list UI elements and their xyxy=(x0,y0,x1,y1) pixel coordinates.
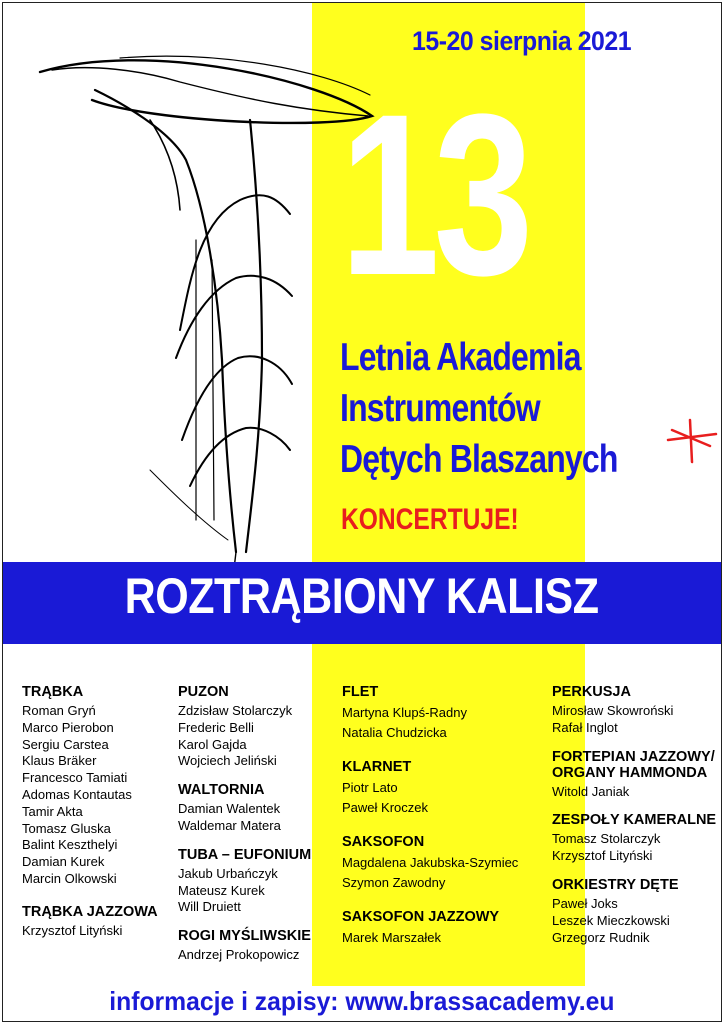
banner-title-text: ROZTRĄBIONY KALISZ xyxy=(124,568,600,624)
teacher-name: Leszek Mieczkowski xyxy=(552,912,670,928)
instrument-title: TRĄBKA xyxy=(22,684,84,700)
faculty-column-3 xyxy=(342,684,518,960)
teacher-name: Tomasz Stolarczyk xyxy=(552,831,661,847)
instrument-group xyxy=(178,928,311,964)
instrument-title: SAKSOFON JAZZOWY xyxy=(342,909,500,925)
teacher-name: Martyna Klupś-Radny xyxy=(342,705,467,720)
academy-line: Instrumentów xyxy=(340,387,540,430)
teacher-name: Zdzisław Stolarczyk xyxy=(178,703,293,718)
teacher-name: Tomasz Gluska xyxy=(22,820,111,836)
teacher-name: Mirosław Skowroński xyxy=(552,703,674,718)
instrument-title: ROGI MYŚLIWSKIE xyxy=(178,928,311,945)
instrument-group xyxy=(22,684,158,888)
instrument-title: WALTORNIA xyxy=(178,782,265,799)
teacher-name: Damian Kurek xyxy=(22,854,105,870)
instrument-title: KLARNET xyxy=(342,759,412,775)
teacher-name: Waldemar Matera xyxy=(178,817,281,833)
teacher-name: Marco Pierobon xyxy=(22,719,114,735)
instrument-title: TRĄBKA JAZZOWA xyxy=(22,903,158,920)
footer-link-text[interactable]: informacje i zapisy: www.brassacademy.eu xyxy=(109,986,615,1016)
teacher-name: Magdalena Jakubska-Szymiec xyxy=(342,855,519,870)
instrument-group xyxy=(552,749,716,801)
teacher-name: Damian Walentek xyxy=(178,801,281,817)
teacher-name: Adomas Kontautas xyxy=(22,786,132,802)
teacher-name: Piotr Lato xyxy=(342,780,398,795)
instrument-title: TUBA – EUFONIUM xyxy=(178,846,312,863)
instrument-group xyxy=(342,684,518,743)
instrument-title: FORTEPIAN JAZZOWY/ xyxy=(552,748,715,765)
teacher-name: Mateusz Kurek xyxy=(178,882,265,898)
event-date: 15-20 sierpnia 2021 xyxy=(412,26,632,56)
teacher-name: Will Druiett xyxy=(178,899,241,915)
instrument-title: SAKSOFON xyxy=(342,834,425,850)
instrument-group xyxy=(552,812,716,865)
teacher-name: Krzysztof Lityński xyxy=(22,922,123,938)
teacher-name: Jakub Urbańczyk xyxy=(178,865,278,881)
instrument-title-line-2: ORGANY HAMMONDA xyxy=(552,764,708,781)
teacher-name: Tamir Akta xyxy=(22,803,83,819)
instrument-group xyxy=(178,782,311,835)
teacher-name: Paweł Kroczek xyxy=(342,800,428,815)
instrument-title: ZESPOŁY KAMERALNE xyxy=(552,812,717,829)
teacher-name: Frederic Belli xyxy=(178,719,254,735)
instrument-group xyxy=(552,684,716,737)
instrument-title: FLET xyxy=(342,684,379,700)
teacher-name: Francesco Tamiati xyxy=(22,770,128,786)
teacher-name: Krzysztof Lityński xyxy=(552,848,653,864)
concert-label: KONCERTUJE! xyxy=(341,503,519,536)
instrument-group xyxy=(178,847,311,916)
teacher-name: Balint Keszthelyi xyxy=(22,837,118,853)
teacher-name: Sergiu Carstea xyxy=(22,736,109,752)
teacher-name: Klaus Bräker xyxy=(22,753,97,769)
instrument-group xyxy=(342,834,518,893)
teacher-name: Roman Gryń xyxy=(22,703,96,718)
instrument-title: ORKIESTRY DĘTE xyxy=(552,876,679,893)
academy-line: Dętych Blaszanych xyxy=(340,438,618,481)
teacher-name: Marek Marszałek xyxy=(342,930,441,945)
teacher-name: Marcin Olkowski xyxy=(22,870,117,886)
teacher-name: Rafał Inglot xyxy=(552,719,618,735)
faculty-column-2 xyxy=(178,684,311,976)
teacher-name: Karol Gajda xyxy=(178,736,247,752)
instrument-title: PUZON xyxy=(178,684,229,700)
instrument-group xyxy=(342,909,518,948)
footer-info xyxy=(0,986,724,1017)
teacher-name: Grzegorz Rudnik xyxy=(552,929,650,945)
instrument-group xyxy=(342,759,518,818)
teacher-name: Andrzej Prokopowicz xyxy=(178,947,300,963)
academy-title xyxy=(340,332,680,485)
faculty-column-4 xyxy=(552,684,716,958)
academy-line: Letnia Akademia xyxy=(340,336,581,379)
teacher-name: Witold Janiak xyxy=(552,783,630,799)
teacher-name: Paweł Joks xyxy=(552,895,618,911)
teacher-name: Szymon Zawodny xyxy=(342,875,446,890)
instrument-group xyxy=(178,684,311,770)
instrument-title: PERKUSJA xyxy=(552,684,631,700)
teacher-name: Wojciech Jeliński xyxy=(178,753,277,769)
faculty-column-1 xyxy=(22,684,158,952)
teacher-name: Natalia Chudzicka xyxy=(342,725,447,740)
instrument-group xyxy=(552,877,716,946)
instrument-group xyxy=(22,904,158,940)
banner-title xyxy=(0,567,724,625)
edition-number: 13 xyxy=(340,66,528,323)
